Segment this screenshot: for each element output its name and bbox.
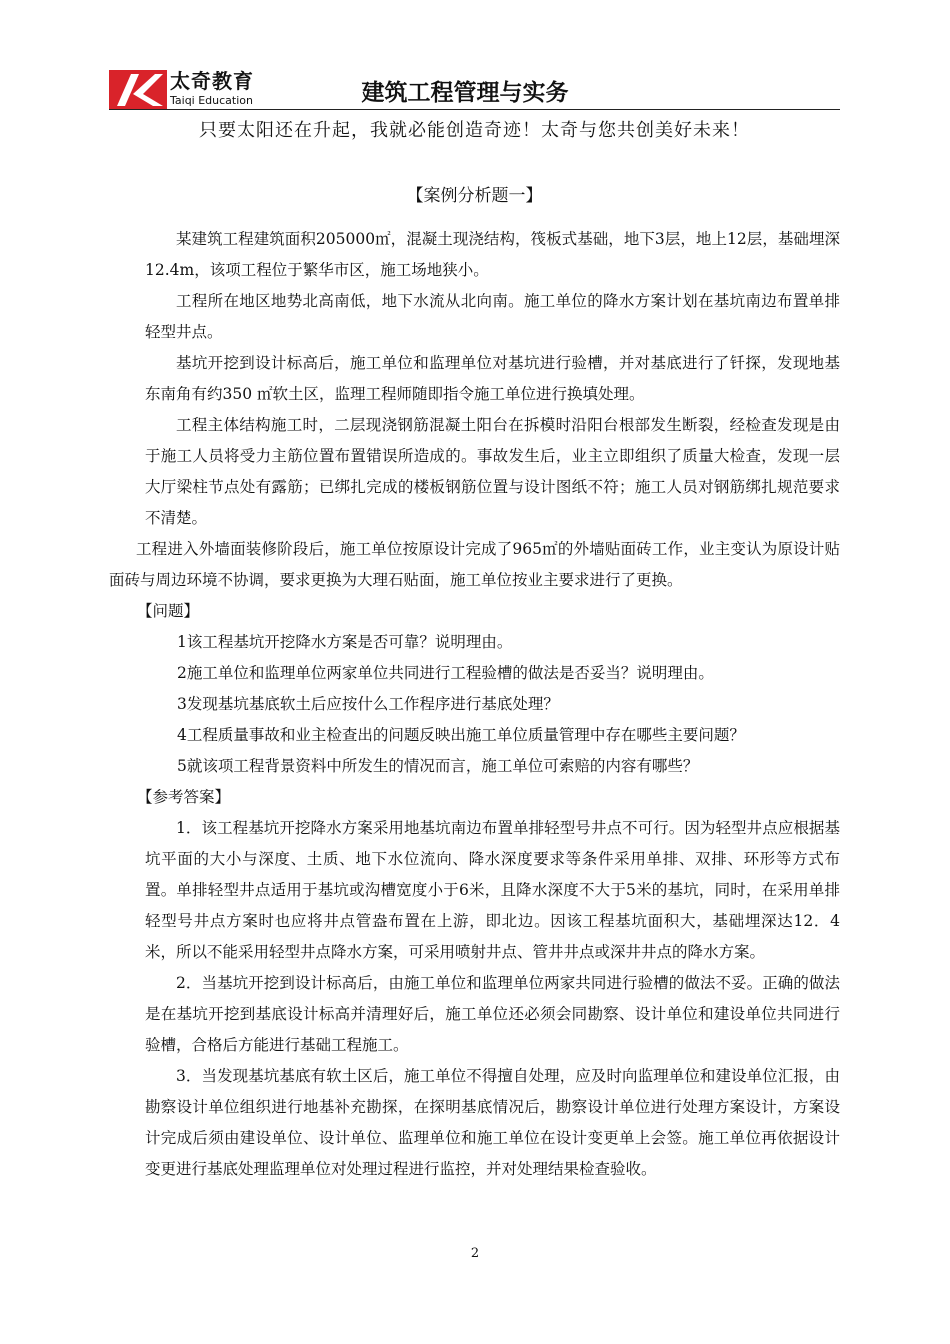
- answer-paragraph: 3．当发现基坑基底有软土区后，施工单位不得擅自处理，应及时向监理单位和建设单位汇报，由勘察设计单位组织进行地基补充勘探，在探明基底情况后，勘察设计单位进行处理方案设计，方案设计完成后须由建设单位、设计单位、监理单位和施工单位在设计变更单上会签。施工单位再依据设计变更进行基底处理监理单位对处理过程进行监控，并对处理结果检查验收。: [145, 1067, 840, 1178]
- taiqi-logo-icon: [109, 70, 167, 110]
- header-slogan: 只要太阳还在升起，我就必能创造奇迹！太奇与您共创美好未来！: [199, 120, 750, 141]
- page-number: 2: [470, 1246, 480, 1261]
- question-item: 3发现基坑基底软土后应按什么工作程序进行基底处理？: [177, 695, 559, 713]
- question-item: 5就该项工程背景资料中所发生的情况而言，施工单位可索赔的内容有哪些？: [177, 757, 699, 775]
- question-item: 1该工程基坑开挖降水方案是否可靠？说明理由。: [177, 633, 513, 651]
- background-paragraph: 工程所在地区地势北高南低，地下水流从北向南。施工单位的降水方案计划在基坑南边布置单排轻型井点。: [145, 292, 840, 341]
- question-item: 2施工单位和监理单位两家单位共同进行工程验槽的做法是否妥当？说明理由。: [177, 664, 714, 682]
- question-item: 4工程质量事故和业主检查出的问题反映出施工单位质量管理中存在哪些主要问题？: [177, 726, 745, 744]
- answer-paragraph: 2．当基坑开挖到设计标高后，由施工单位和监理单位两家共同进行验槽的做法不妥。正确的做法是在基坑开挖到基底设计标高并清理好后，施工单位还必须会同勘察、设计单位和建设单位共同进行验槽，合格后方能进行基础工程施工。: [145, 974, 840, 1054]
- background-paragraph: 工程进入外墙面装修阶段后，施工单位按原设计完成了965㎡的外墙贴面砖工作，业主变认为原设计贴面砖与周边环境不协调，要求更换为大理石贴面，施工单位按业主要求进行了更换。: [109, 540, 840, 589]
- taiqi-logo: [109, 70, 261, 110]
- case-title: 【案例分析题一】: [406, 186, 543, 206]
- background-paragraph: 工程主体结构施工时，二层现浇钢筋混凝土阳台在拆模时沿阳台根部发生断裂，经检查发现是由于施工人员将受力主筋位置布置错误所造成的。事故发生后，业主立即组织了质量大检查，发现一层大厅梁柱节点处有露筋；已绑扎完成的楼板钢筋位置与设计图纸不符；施工人员对钢筋绑扎规范要求不清楚。: [145, 416, 840, 527]
- background-paragraph: 某建筑工程建筑面积205000㎡，混凝土现浇结构，筏板式基础，地下3层，地上12层，基础埋深12.4m，该项工程位于繁华市区，施工场地狭小。: [145, 230, 840, 279]
- logo-english-name: Taiqi Education: [170, 94, 253, 107]
- header-divider: [109, 109, 840, 110]
- background-paragraph: 基坑开挖到设计标高后，施工单位和监理单位对基坑进行验槽，并对基底进行了钎探，发现地基东南角有约350 ㎡软土区，监理工程师随即指令施工单位进行换填处理。: [145, 354, 840, 403]
- logo-chinese-name: 太奇教育: [170, 69, 254, 93]
- questions-heading: 【问题】: [137, 602, 200, 620]
- document-title: 建筑工程管理与实务: [361, 80, 569, 106]
- document-body: [109, 224, 840, 1185]
- answer-paragraph: 1．该工程基坑开挖降水方案采用地基坑南边布置单排轻型号井点不可行。因为轻型井点应根据基坑平面的大小与深度、土质、地下水位流向、降水深度要求等条件采用单排、双排、环形等方式布置。单排轻型井点适用于基坑或沟槽宽度小于6米，且降水深度不大于5米的基坑，同时，在采用单排轻型号井点方案时也应将井点管盎布置在上游，即北边。因该工程基坑面积大，基础埋深达12．4米，所以不能采用轻型井点降水方案，可采用喷射井点、管井井点或深井井点的降水方案。: [145, 819, 840, 961]
- answers-heading: 【参考答案】: [137, 788, 231, 806]
